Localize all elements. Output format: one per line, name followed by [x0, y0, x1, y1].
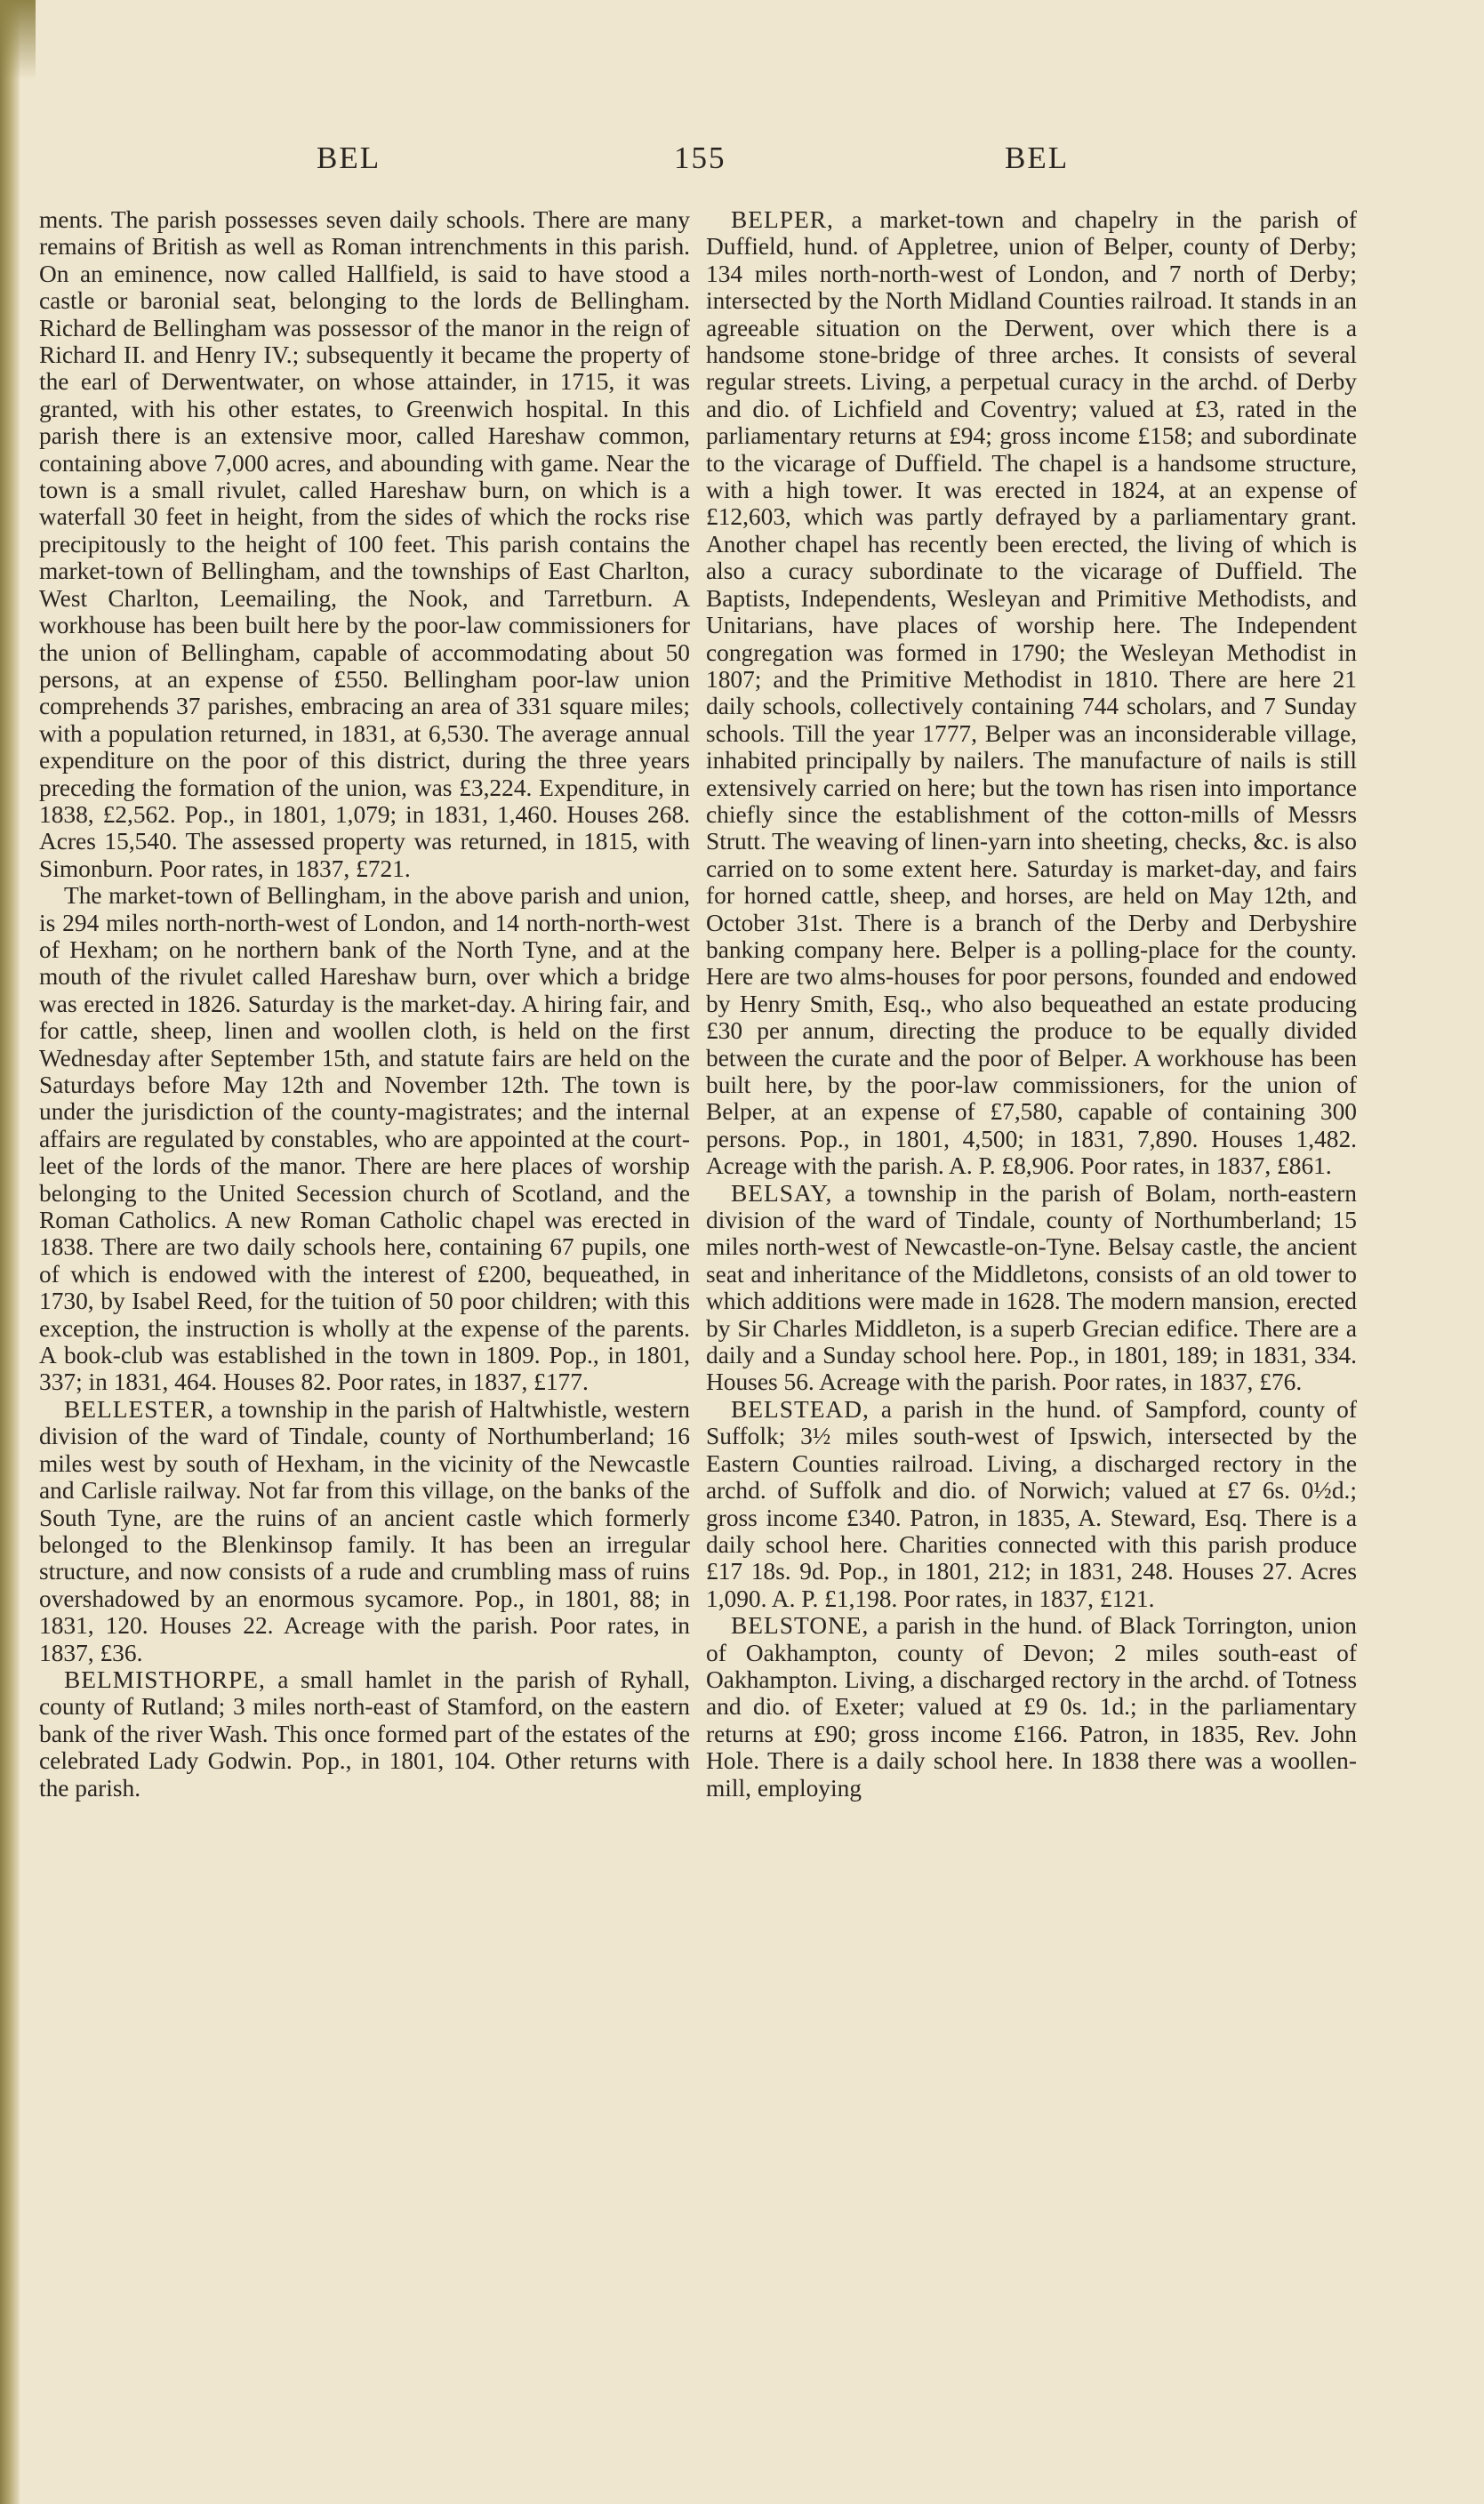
entry-text: a market-town and chapelry in the parish of Duffield, hund. of Appletree, union of Belper, county of Derby; 134 miles north-north-west of London, and 7 north of Derby; intersected by the North Midland Counties railroad. It stands in an agreeable situation on the Derwent, over which there is a handsome stone-bridge of three arches. It consists of several regular streets. Living, a perpetual curacy in the archd. of Derby and dio. of Lichfield and Coventry; valued at £3, rated in the parliamentary returns at £94; gross income £158; and subordinate to the vicarage of Duffield. The chapel is a handsome structure, with a high tower. It was erected in 1824, at an expense of £12,603, which was partly defrayed by a parliamentary grant. Another chapel has recently been erected, the living of which is also a curacy subordinate to the vicarage of Duffield. The Baptists, Independents, Wesleyan and Primitive Methodists, and Unitarians, have places of worship here. The Independent congregation was formed in 1790; the Wesleyan Methodist in 1807; and the Primitive Methodist in 1810. There are here 21 daily schools, collectively containing 744 scholars, and 7 Sunday schools. Till the year 1777, Belper was an inconsiderable village, inhabited principally by nailers. The manufacture of nails is still extensively carried on here; but the town has risen into importance chiefly since the establishment of the cotton-mills of Messrs Strutt. The weaving of linen-yarn into sheeting, checks, &c. is also carried on to some extent here. Saturday is market-day, and fairs for horned cattle, sheep, and horses, are held on May 12th, and October 31st. There is a branch of the Derby and Derbyshire banking company here. Belper is a polling-place for the county. Here are two alms-houses for poor persons, founded and endowed by Henry Smith, Esq., who also bequeathed an estate producing £30 per annum, directing the produce to be equally divided between the curate and the poor of Belper. A workhouse has been built here, by the poor-law commissioners, for the union of Belper, at an expense of £7,580, capable of containing 300 persons. Pop., in 1801, 4,500; in 1831, 7,890. Houses 1,482. Acreage with the parish. A. P. £8,906. Poor rates, in 1837, £861.	[706, 206, 1357, 1180]
entry-text: a parish in the hund. of Sampford, county of Suffolk; 3½ miles south-west of Ipswich, intersected by the Eastern Counties railroad. Living, a discharged rectory in the archd. of Suffolk and dio. of Norwich; valued at £7 6s. 0½d.; gross income £340. Patron, in 1835, A. Steward, Esq. There is a daily school here. Charities connected with this parish produce £17 18s. 9d. Pop., in 1801, 212; in 1831, 248. Houses 27. Acres 1,090. A. P. £1,198. Poor rates, in 1837, £121.	[706, 1395, 1357, 1612]
entry-term: BELPER,	[731, 206, 834, 233]
entry-belstone	[706, 1612, 1357, 1802]
running-header	[0, 140, 1484, 185]
entry-continuation-bellingham: ments. The parish possesses seven daily schools. There are many remains of British as well as Roman intrenchments in this parish. On an eminence, now called Hallfield, is said to have stood a castle or baronial seat, belonging to the lords de Bellingham. Richard de Bellingham was possessor of the manor in the reign of Richard II. and Henry IV.; subsequently it became the property of the earl of Derwentwater, on whose attainder, in 1715, it was granted, with his other estates, to Greenwich hospital. In this parish there is an extensive moor, called Hareshaw common, containing above 7,000 acres, and abounding with game. Near the town is a small rivulet, called Hareshaw burn, on which is a waterfall 30 feet in height, from the sides of which the rocks rise precipitously to the height of 100 feet. This parish contains the market-town of Bellingham, and the townships of East Charlton, West Charlton, Leemailing, the Nook, and Tarretburn. A workhouse has been built here by the poor-law commissioners for the union of Bellingham, capable of accommodating about 50 persons, at an expense of £550. Bellingham poor-law union comprehends 37 parishes, embracing an area of 331 square miles; with a population returned, in 1831, at 6,530. The average annual expenditure on the poor of this district, during the three years preceding the formation of the union, was £3,224. Expenditure, in 1838, £2,562. Pop., in 1801, 1,079; in 1831, 1,460. Houses 268. Acres 15,540. The assessed property was returned, in 1815, with Simonburn. Poor rates, in 1837, £721.	[39, 206, 690, 882]
entry-text: a parish in the hund. of Black Torrington, union of Oakhampton, county of Devon; 2 miles south-east of Oakhampton. Living, a discharged rectory in the archd. of Totness and dio. of Exeter; valued at £9 0s. 1d.; in the parliamentary returns at £90; gross income £166. Patron, in 1835, Rev. John Hole. There is a daily school here. In 1838 there was a woollen-mill, employing	[706, 1612, 1357, 1802]
entry-bellingham-town: The market-town of Bellingham, in the above parish and union, is 294 miles north-north-west of London, and 14 north-north-west of Hexham; on he northern bank of the North Tyne, and at the mouth of the rivulet called Hareshaw burn, over which a bridge was erected in 1826. Saturday is the market-day. A hiring fair, and for cattle, sheep, linen and woollen cloth, is held on the first Wednesday after September 15th, and statute fairs are held on the Saturdays before May 12th and November 12th. The town is under the jurisdiction of the county-magistrates; and the internal affairs are regulated by constables, who are appointed at the court-leet of the lords of the manor. There are here places of worship belonging to the United Secession church of Scotland, and the Roman Catholics. A new Roman Catholic chapel was erected in 1838. There are two daily schools here, containing 67 pupils, one of which is endowed with the interest of £200, bequeathed, in 1730, by Isabel Reed, for the tuition of 50 poor children; with this exception, the instruction is wholly at the expense of the parents. A book-club was established in the town in 1809. Pop., in 1801, 337; in 1831, 464. Houses 82. Poor rates, in 1837, £177.	[39, 882, 690, 1396]
entry-belmisthorpe	[39, 1666, 690, 1802]
header-right-word: BEL	[1005, 140, 1070, 175]
entry-text: a small hamlet in the parish of Ryhall, county of Rutland; 3 miles north-east of Stamford, on the eastern bank of the river Wash. This once formed part of the estates of the celebrated Lady Godwin. Pop., in 1801, 104. Other returns with the parish.	[39, 1665, 690, 1802]
entry-belstead	[706, 1396, 1357, 1612]
page-edge-shadow	[0, 0, 20, 2504]
entry-term: BELSTEAD,	[731, 1395, 870, 1423]
right-column	[706, 206, 1357, 2483]
header-left-word: BEL	[317, 140, 381, 175]
entry-term: BELSTONE,	[731, 1612, 870, 1640]
entry-text: a township in the parish of Haltwhistle, western division of the ward of Tindale, county of Northumberland; 16 miles west by south of Hexham, in the vicinity of the Newcastle and Carlisle railway. Not far from this village, on the banks of the South Tyne, are the ruins of an ancient castle which formerly belonged to the Blenkinsop family. It has been an irregular structure, and now consists of a rude and crumbling mass of ruins overshadowed by an enormous sycamore. Pop., in 1801, 88; in 1831, 120. Houses 22. Acreage with the parish. Poor rates, in 1837, £36.	[39, 1395, 690, 1666]
page-number: 155	[674, 140, 726, 175]
entry-term: BELLESTER,	[64, 1395, 215, 1423]
page-corner-shadow	[0, 0, 36, 80]
entry-text: a township in the parish of Bolam, north-eastern division of the ward of Tindale, county of Northumberland; 15 miles north-west of Newcastle-on-Tyne. Belsay castle, the ancient seat and inheritance of the Middletons, consists of an old tower to which additions were made in 1628. The modern mansion, erected by Sir Charles Middleton, is a superb Grecian edifice. There are a daily and a Sunday school here. Pop., in 1801, 189; in 1831, 334. Houses 56. Acreage with the parish. Poor rates, in 1837, £76.	[706, 1179, 1357, 1396]
entry-bellester	[39, 1396, 690, 1666]
entry-belsay	[706, 1180, 1357, 1396]
entry-term: BELSAY,	[731, 1179, 833, 1207]
entry-term: BELMISTHORPE,	[64, 1665, 266, 1693]
left-column	[39, 206, 690, 2483]
entry-belper	[706, 206, 1357, 1180]
